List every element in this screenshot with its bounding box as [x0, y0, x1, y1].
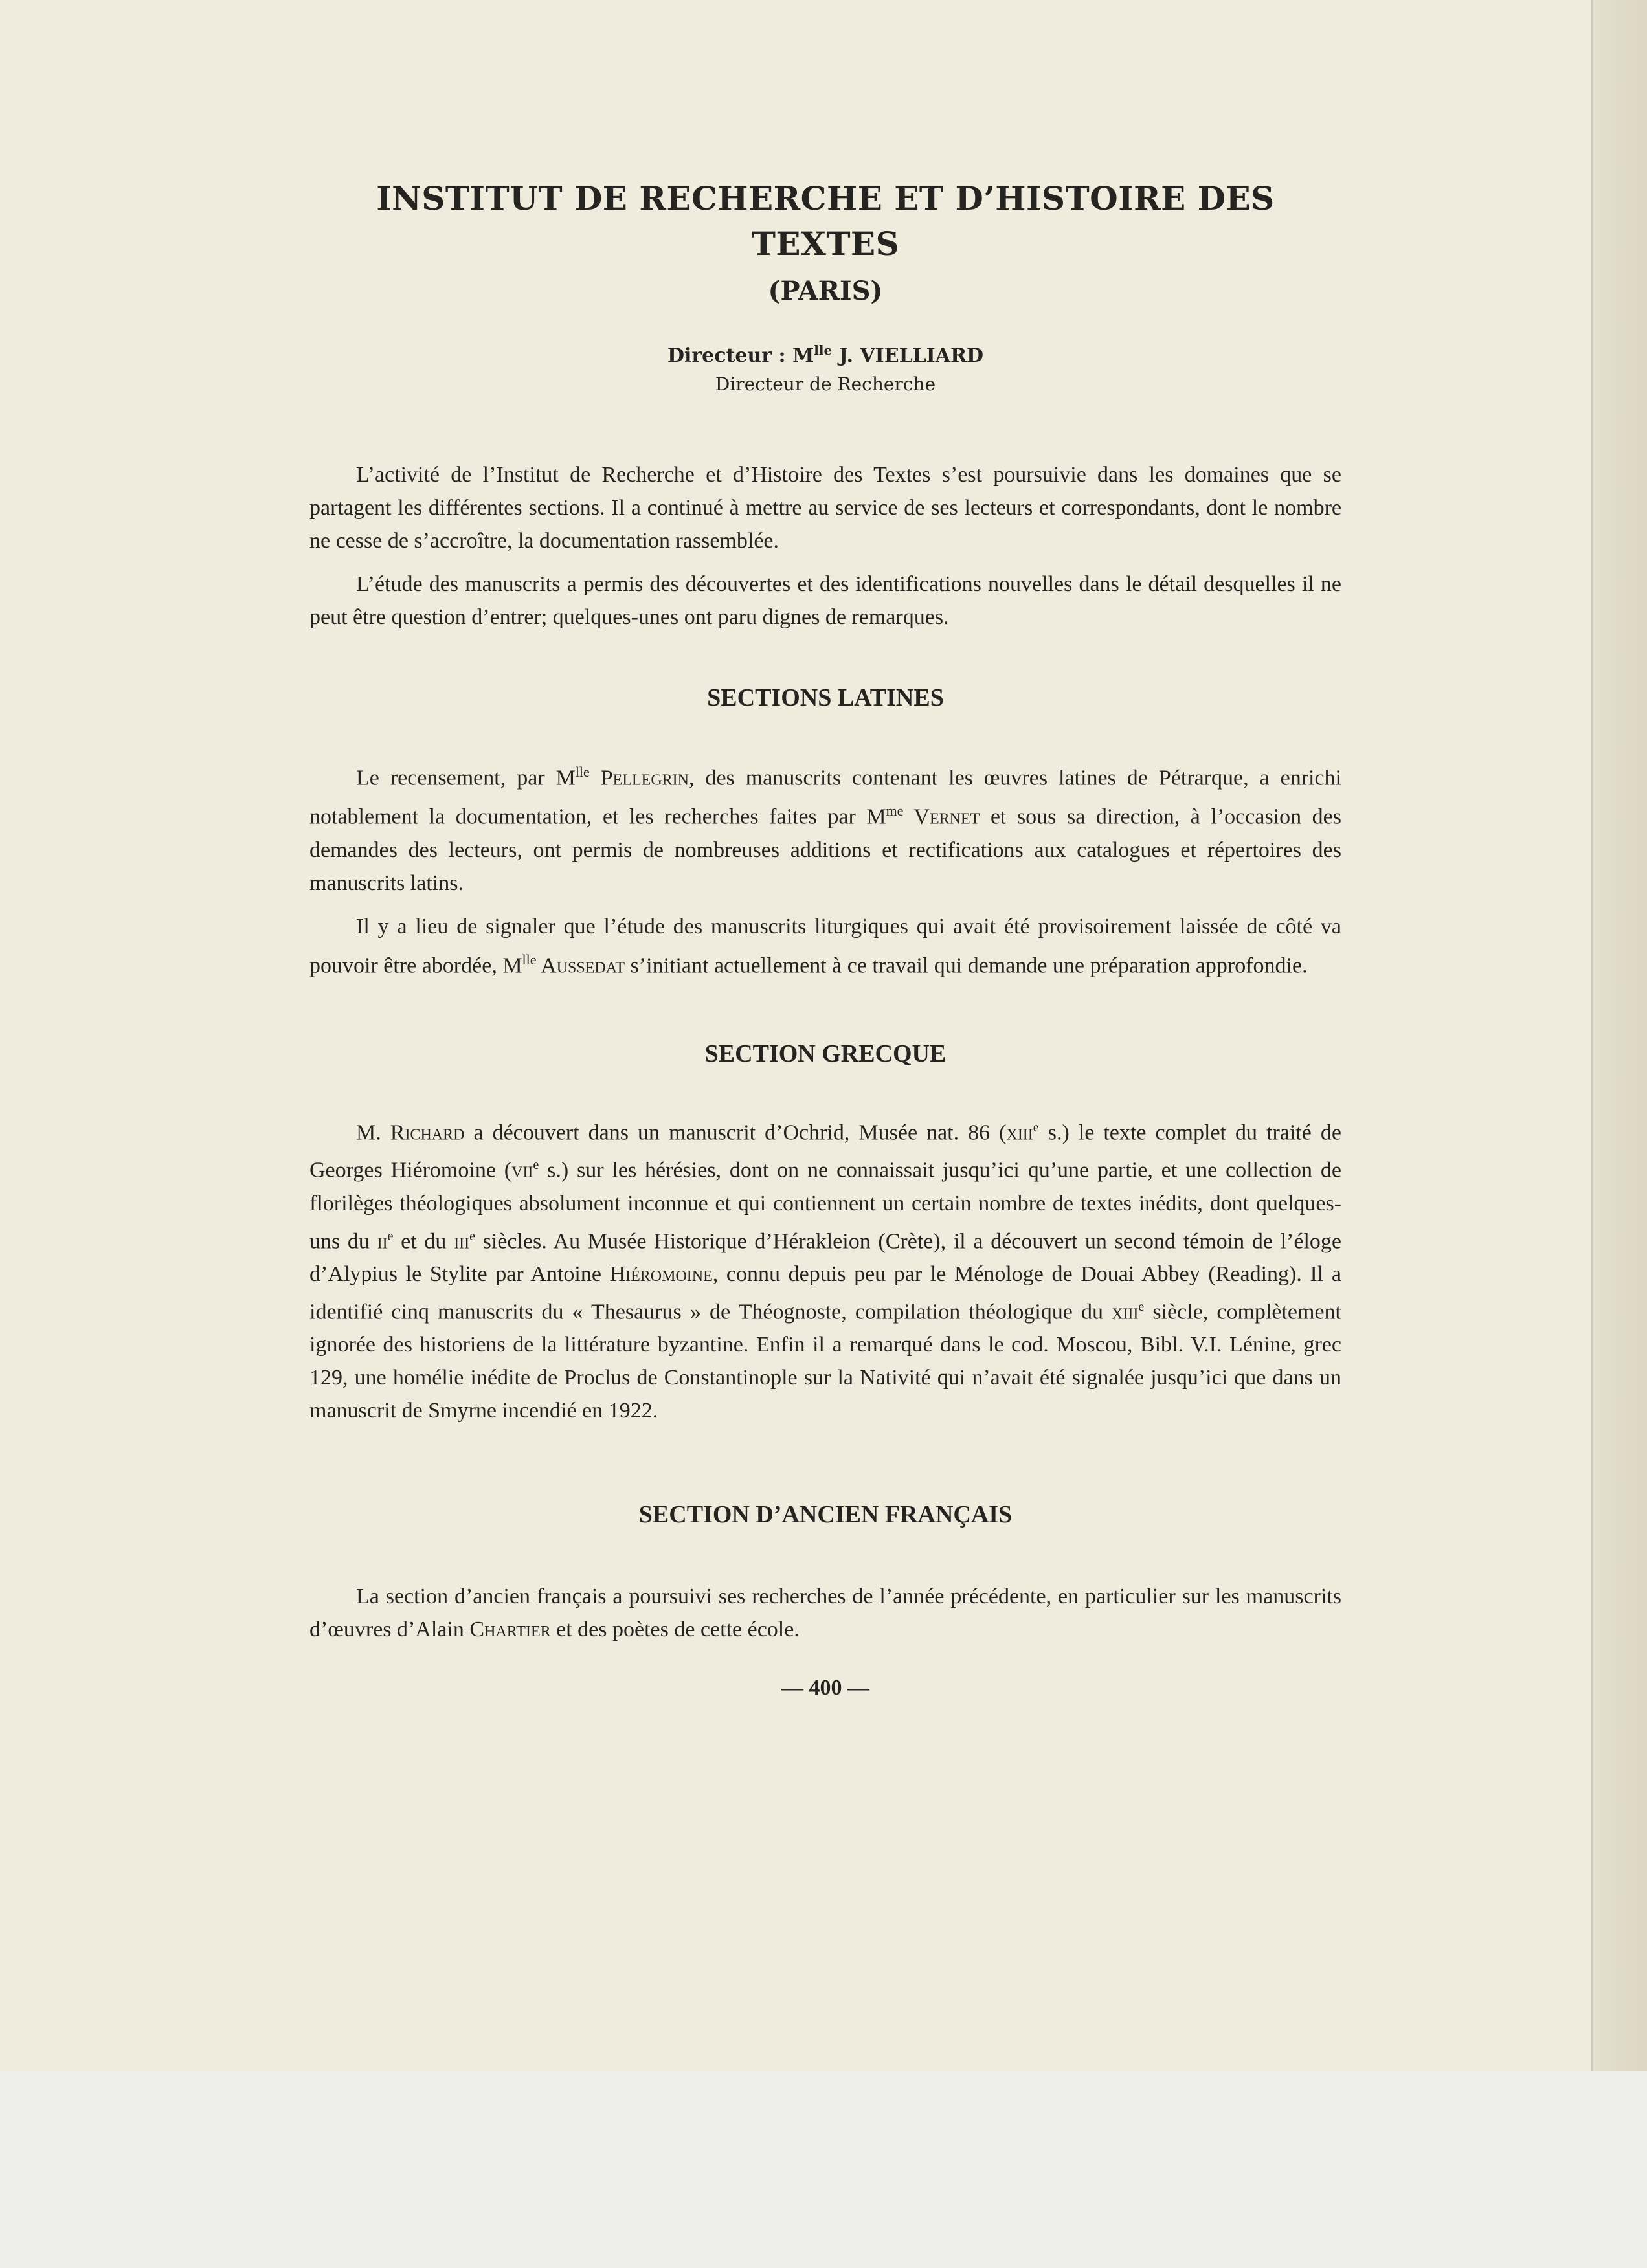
scanner-background: [0, 2071, 1647, 2268]
century-numeral: iii: [454, 1228, 470, 1253]
century-numeral: ii: [377, 1228, 388, 1253]
heading-section-ancien-francais: SECTION D’ANCIEN FRANÇAIS: [638, 1501, 1013, 1529]
person-name: Hiéromoine: [609, 1262, 713, 1286]
superscript: lle: [575, 764, 590, 780]
person-name: Chartier: [469, 1618, 551, 1642]
century-numeral: xiii: [1006, 1120, 1033, 1145]
director-line: [309, 337, 1341, 370]
text-run: s.) sur les hérésies, dont on ne connaissait jusqu’ici qu’une partie, et une collection de florilèges théologiques absolument inconnue et qui contiennent un certain nombre de textes inédits, dont quelques-uns du: [309, 1158, 1341, 1253]
superscript: e: [469, 1228, 475, 1243]
century-numeral: vii: [511, 1158, 533, 1183]
superscript: e: [533, 1158, 539, 1173]
superscript: e: [1138, 1299, 1145, 1314]
director-prefix: Directeur : M: [667, 344, 814, 367]
person-name: Vernet: [903, 805, 980, 829]
superscript: me: [886, 803, 904, 819]
document-title: INSTITUT DE RECHERCHE ET D’HISTOIRE DES TEXTES: [376, 179, 1275, 263]
french-paragraph: [309, 1580, 1341, 1646]
superscript: e: [1033, 1120, 1039, 1135]
director-sup: lle: [814, 342, 833, 358]
text-run: s’initiant actuellement à ce travail qui demande une préparation approfondie.: [625, 953, 1308, 977]
document-subtitle: (PARIS): [768, 276, 883, 306]
text-run: et du: [393, 1228, 454, 1253]
page-number: — 400 —: [781, 1676, 869, 1700]
latin-paragraph-2: [309, 910, 1341, 982]
century-numeral: xiii: [1112, 1300, 1139, 1324]
text-run: La section d’ancien français a poursuivi ses recherches de l’année précédente, en particulier sur les manuscrits d’œuvres d’Alain: [309, 1584, 1341, 1642]
text-run: s.) le texte complet du traité de Georges Hiéromoine (: [309, 1120, 1341, 1183]
page-text: [309, 176, 1341, 1704]
superscript: e: [387, 1228, 394, 1243]
text-run: et sous sa direction, à l’occasion des demandes des lecteurs, ont permis de nombreuses additions et rectifications aux catalogues et répertoires des manuscrits latins.: [309, 805, 1342, 895]
superscript: lle: [522, 951, 537, 968]
text-run: Il y a lieu de signaler que l’étude des manuscrits liturgiques qui avait été provisoirement laissée de côté va pouvoir être abordée, M: [309, 914, 1341, 977]
director-role: Directeur de Recherche: [715, 373, 936, 395]
greek-paragraph: [309, 1111, 1341, 1427]
text-run: siècles. Au Musée Historique d’Hérakleion (Crète), il a découvert un second témoin de l’éloge d’Alypius le Stylite par Antoine: [309, 1228, 1341, 1286]
page-edge: [1591, 0, 1647, 2071]
intro-paragraph-2: L’étude des manuscrits a permis des découvertes et des identifications nouvelles dans le détail desquelles il ne peut être question d’entrer; quelques-unes ont paru dignes de remarques.: [309, 572, 1341, 629]
heading-sections-latines: SECTIONS LATINES: [707, 684, 944, 711]
person-name: Richard: [390, 1120, 465, 1145]
intro-paragraph-1: L’activité de l’Institut de Recherche et d’Histoire des Textes s’est poursuivie dans les domaines que se partagent les différentes sections. Il a continué à mettre au service de ses lecteurs et correspondants, dont le nombre ne cesse de s’accroître, la documentation rassemblée.: [309, 463, 1341, 553]
text-run: siècle, complètement ignorée des historiens de la littérature byzantine. Enfin il a remarqué dans le cod. Moscou, Bibl. V.I. Lénine, grec 129, une homélie inédite de Proclus de Constantinople sur la Nativité qui n’avait été signalée jusqu’ici que dans un manuscrit de Smyrne incendié en 1922.: [309, 1300, 1341, 1423]
heading-section-grecque: SECTION GRECQUE: [704, 1040, 947, 1067]
latin-paragraph-1: [309, 755, 1341, 900]
text-run: a découvert dans un manuscrit d’Ochrid, Musée nat. 86 (: [464, 1120, 1007, 1145]
text-run: M.: [356, 1120, 390, 1145]
text-run: et des poètes de cette école.: [550, 1618, 800, 1642]
director-name: J. VIELLIARD: [832, 344, 984, 367]
person-name: Pellegrin: [589, 766, 689, 790]
text-run: Le recensement, par M: [356, 766, 576, 790]
text-run: , connu depuis peu par le Ménologe de Douai Abbey (Reading). Il a identifié cinq manuscrits du « Thesaurus » de Théognoste, compilation théologique du: [309, 1262, 1341, 1324]
person-name: Aussedat: [536, 953, 625, 977]
text-run: , des manuscrits contenant les œuvres latines de Pétrarque, a enrichi notablement la documentation, et les recherches faites par M: [309, 766, 1342, 829]
